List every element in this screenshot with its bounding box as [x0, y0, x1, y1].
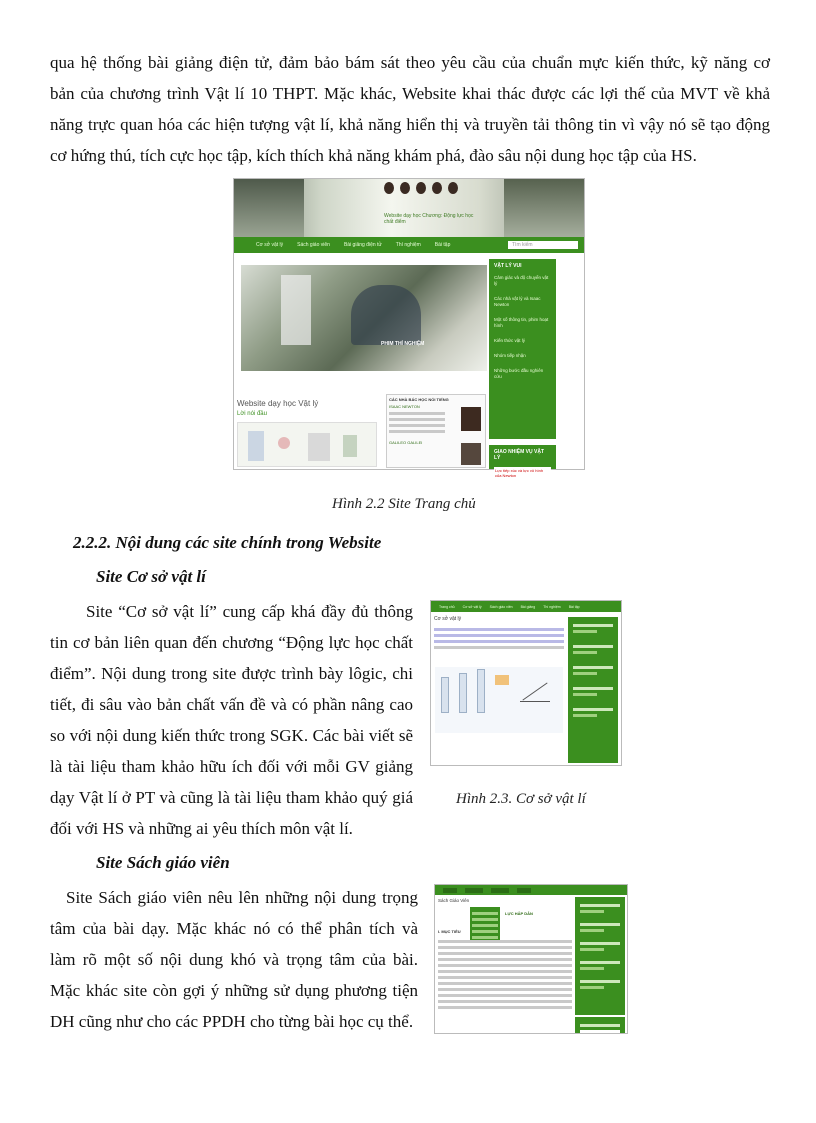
intro-line: bản của chương trình Vật lí 10 THPT. Mặc khác, Website khai thác được các lợi thế của MVT về khả: [50, 84, 770, 103]
site1-nav: [431, 601, 621, 612]
banner-students: [384, 182, 458, 194]
sidebar-item[interactable]: Kiến thức vật lý: [494, 338, 526, 343]
figure-home-screenshot: [233, 178, 585, 478]
site1-line: tin cơ bản liên quan đến chương “Động lực học chất: [50, 633, 413, 652]
sidebar-title: VẬT LÝ VUI: [494, 263, 522, 269]
nav-item[interactable]: Bài giảng: [520, 604, 536, 609]
site1-line: điểm”. Nội dung trong site được trình bày lôgic, chi: [50, 664, 413, 683]
main-nav: [234, 237, 584, 253]
intro-line: cơ hứng thú, tích cực học tập, kích thích khả năng khám phá, đào sâu nội dung học tập của HS.: [50, 146, 697, 165]
site2-line: DH cũng như cho các PPDH cho từng bài học cụ thể.: [50, 1012, 414, 1031]
figure-physics-basics-screenshot: [430, 600, 622, 766]
nav-item[interactable]: Trang chủ: [439, 604, 455, 609]
lab-photo: [241, 265, 487, 371]
nav-item[interactable]: Cơ sở vật lý: [462, 604, 482, 609]
scientist-name[interactable]: ISAAC NEWTON: [389, 404, 420, 409]
nav-item[interactable]: Thí nghiệm: [395, 242, 421, 248]
scientist-name[interactable]: GALILEO GALILEI: [389, 440, 423, 445]
content-title: LỰC HẤP DẪN: [505, 911, 533, 916]
students-group: [351, 285, 421, 345]
site2-sidebar-bottom: [575, 1017, 625, 1033]
site1-text-block: [434, 625, 564, 652]
section-heading: 2.2.2. Nội dung các site chính trong Website: [73, 533, 382, 552]
nav-item[interactable]: Bài giảng điện tử: [343, 242, 382, 248]
figure2-caption: Hình 2.3. Cơ sở vật lí: [456, 791, 586, 807]
site1-heading: Site Cơ sở vật lí: [96, 567, 206, 586]
banner: [234, 179, 584, 237]
sidebar2-title: GIAO NHIỆM VỤ VẬT LÝ: [494, 449, 545, 461]
site1-paragraph: [50, 596, 413, 844]
nav-item[interactable]: Sách giáo viên: [489, 604, 513, 609]
site2-sidebar: [575, 897, 625, 1015]
banner-building-right: [504, 179, 584, 237]
sidebar-item[interactable]: Một số thông tin, phim hoạt hình: [494, 317, 549, 328]
springs-diagram: [435, 667, 563, 733]
section-label: I. MỤC TIÊU: [438, 929, 461, 934]
site1-line: tiết, đi sâu vào bản chất vấn đề và có phần nâng cao: [50, 695, 413, 714]
slide-caption: PHIM THÍ NGHIỆM: [381, 341, 425, 347]
scientists-box: [386, 394, 486, 468]
site2-line: làm rõ một số nội dung khó và trọng tâm của bài.: [50, 950, 418, 969]
sidebar: [489, 259, 556, 439]
nav-item[interactable]: Thí nghiệm: [543, 604, 561, 609]
site1-sidebar: [568, 617, 618, 763]
site2-heading: Site Sách giáo viên: [96, 853, 230, 872]
site1-line: dạy Vật lí ở PT và cũng là tài liệu tham khảo quý giá: [50, 788, 413, 807]
figure-teacher-book-screenshot: [434, 884, 628, 1034]
nav-item[interactable]: Bài tập: [568, 604, 580, 609]
intro-line: năng trực quan hóa các hiện tượng vật lí, khả năng hiển thị và truyền tải thông tin vì vậy nó sẽ tạo động: [50, 115, 770, 134]
sidebar-2: [489, 445, 556, 478]
sidebar2-link[interactable]: Lực tiếp xúc và lực vô hình của Newton: [494, 467, 551, 479]
sidebar-item[interactable]: Cảm giác và độ chuyển vật lý: [494, 275, 549, 286]
sidebar-item[interactable]: Những bước đầu nghiên cứu: [494, 368, 544, 379]
figure1-caption: Hình 2.2 Site Trang chủ: [332, 496, 476, 512]
newton-portrait: [461, 407, 481, 431]
intro-title: Lời nói đầu: [237, 411, 267, 417]
nav-item[interactable]: Cơ sở vật lý: [256, 242, 284, 248]
site1-line: là tài liệu tham khảo hữu ích đối với mỗi GV giảng: [50, 757, 413, 776]
galileo-portrait: [461, 443, 481, 465]
sidebar-item[interactable]: Nhóm tiếp nhận: [494, 353, 526, 358]
scientists-title: CÁC NHÀ BÁC HỌC NỔI TIẾNG: [389, 397, 449, 402]
site2-page-title: Sách Giáo Viên: [438, 898, 470, 903]
site2-nav: [435, 885, 627, 895]
site1-line: Site “Cơ sở vật lí” cung cấp khá đầy đủ thông: [86, 602, 413, 621]
site-title: Website dạy học Vật lý: [237, 399, 319, 408]
diagram-thumbnail: [237, 422, 377, 467]
site2-text-block: [438, 937, 572, 1012]
intro-line: qua hệ thống bài giảng điện tử, đảm bảo bám sát theo yêu cầu của chuẩn mực kiến thức, kỹ năng cơ: [50, 53, 770, 72]
nav-item[interactable]: Bài tập: [434, 242, 451, 248]
site2-line: Site Sách giáo viên nêu lên những nội dung trọng: [66, 888, 418, 907]
site2-paragraph: [50, 882, 418, 1037]
banner-text: Website dạy học Chương: Động lực học chất điểm: [384, 213, 474, 225]
site2-line: Mặc khác site còn gợi ý những sử dụng phương tiện: [50, 981, 418, 1000]
site1-line: so với nội dung kiến thức trong SGK. Các bài viết sẽ: [50, 726, 413, 745]
intro-paragraph: [50, 47, 770, 171]
sidebar-item[interactable]: Các nhà vật lý và Isaac Newton: [494, 296, 541, 307]
search-input[interactable]: Tìm kiếm: [508, 241, 578, 249]
banner-building-left: [234, 179, 304, 237]
site1-line: đối với HS và những ai yêu thích môn vật lí.: [50, 819, 353, 838]
site1-page-title: Cơ sở vật lý: [434, 616, 462, 622]
site2-line: tâm của bài dạy. Mặc khác nó có thể phân tích và: [50, 919, 418, 938]
nav-item[interactable]: Sách giáo viên: [297, 242, 330, 248]
lab-equipment: [281, 275, 311, 345]
